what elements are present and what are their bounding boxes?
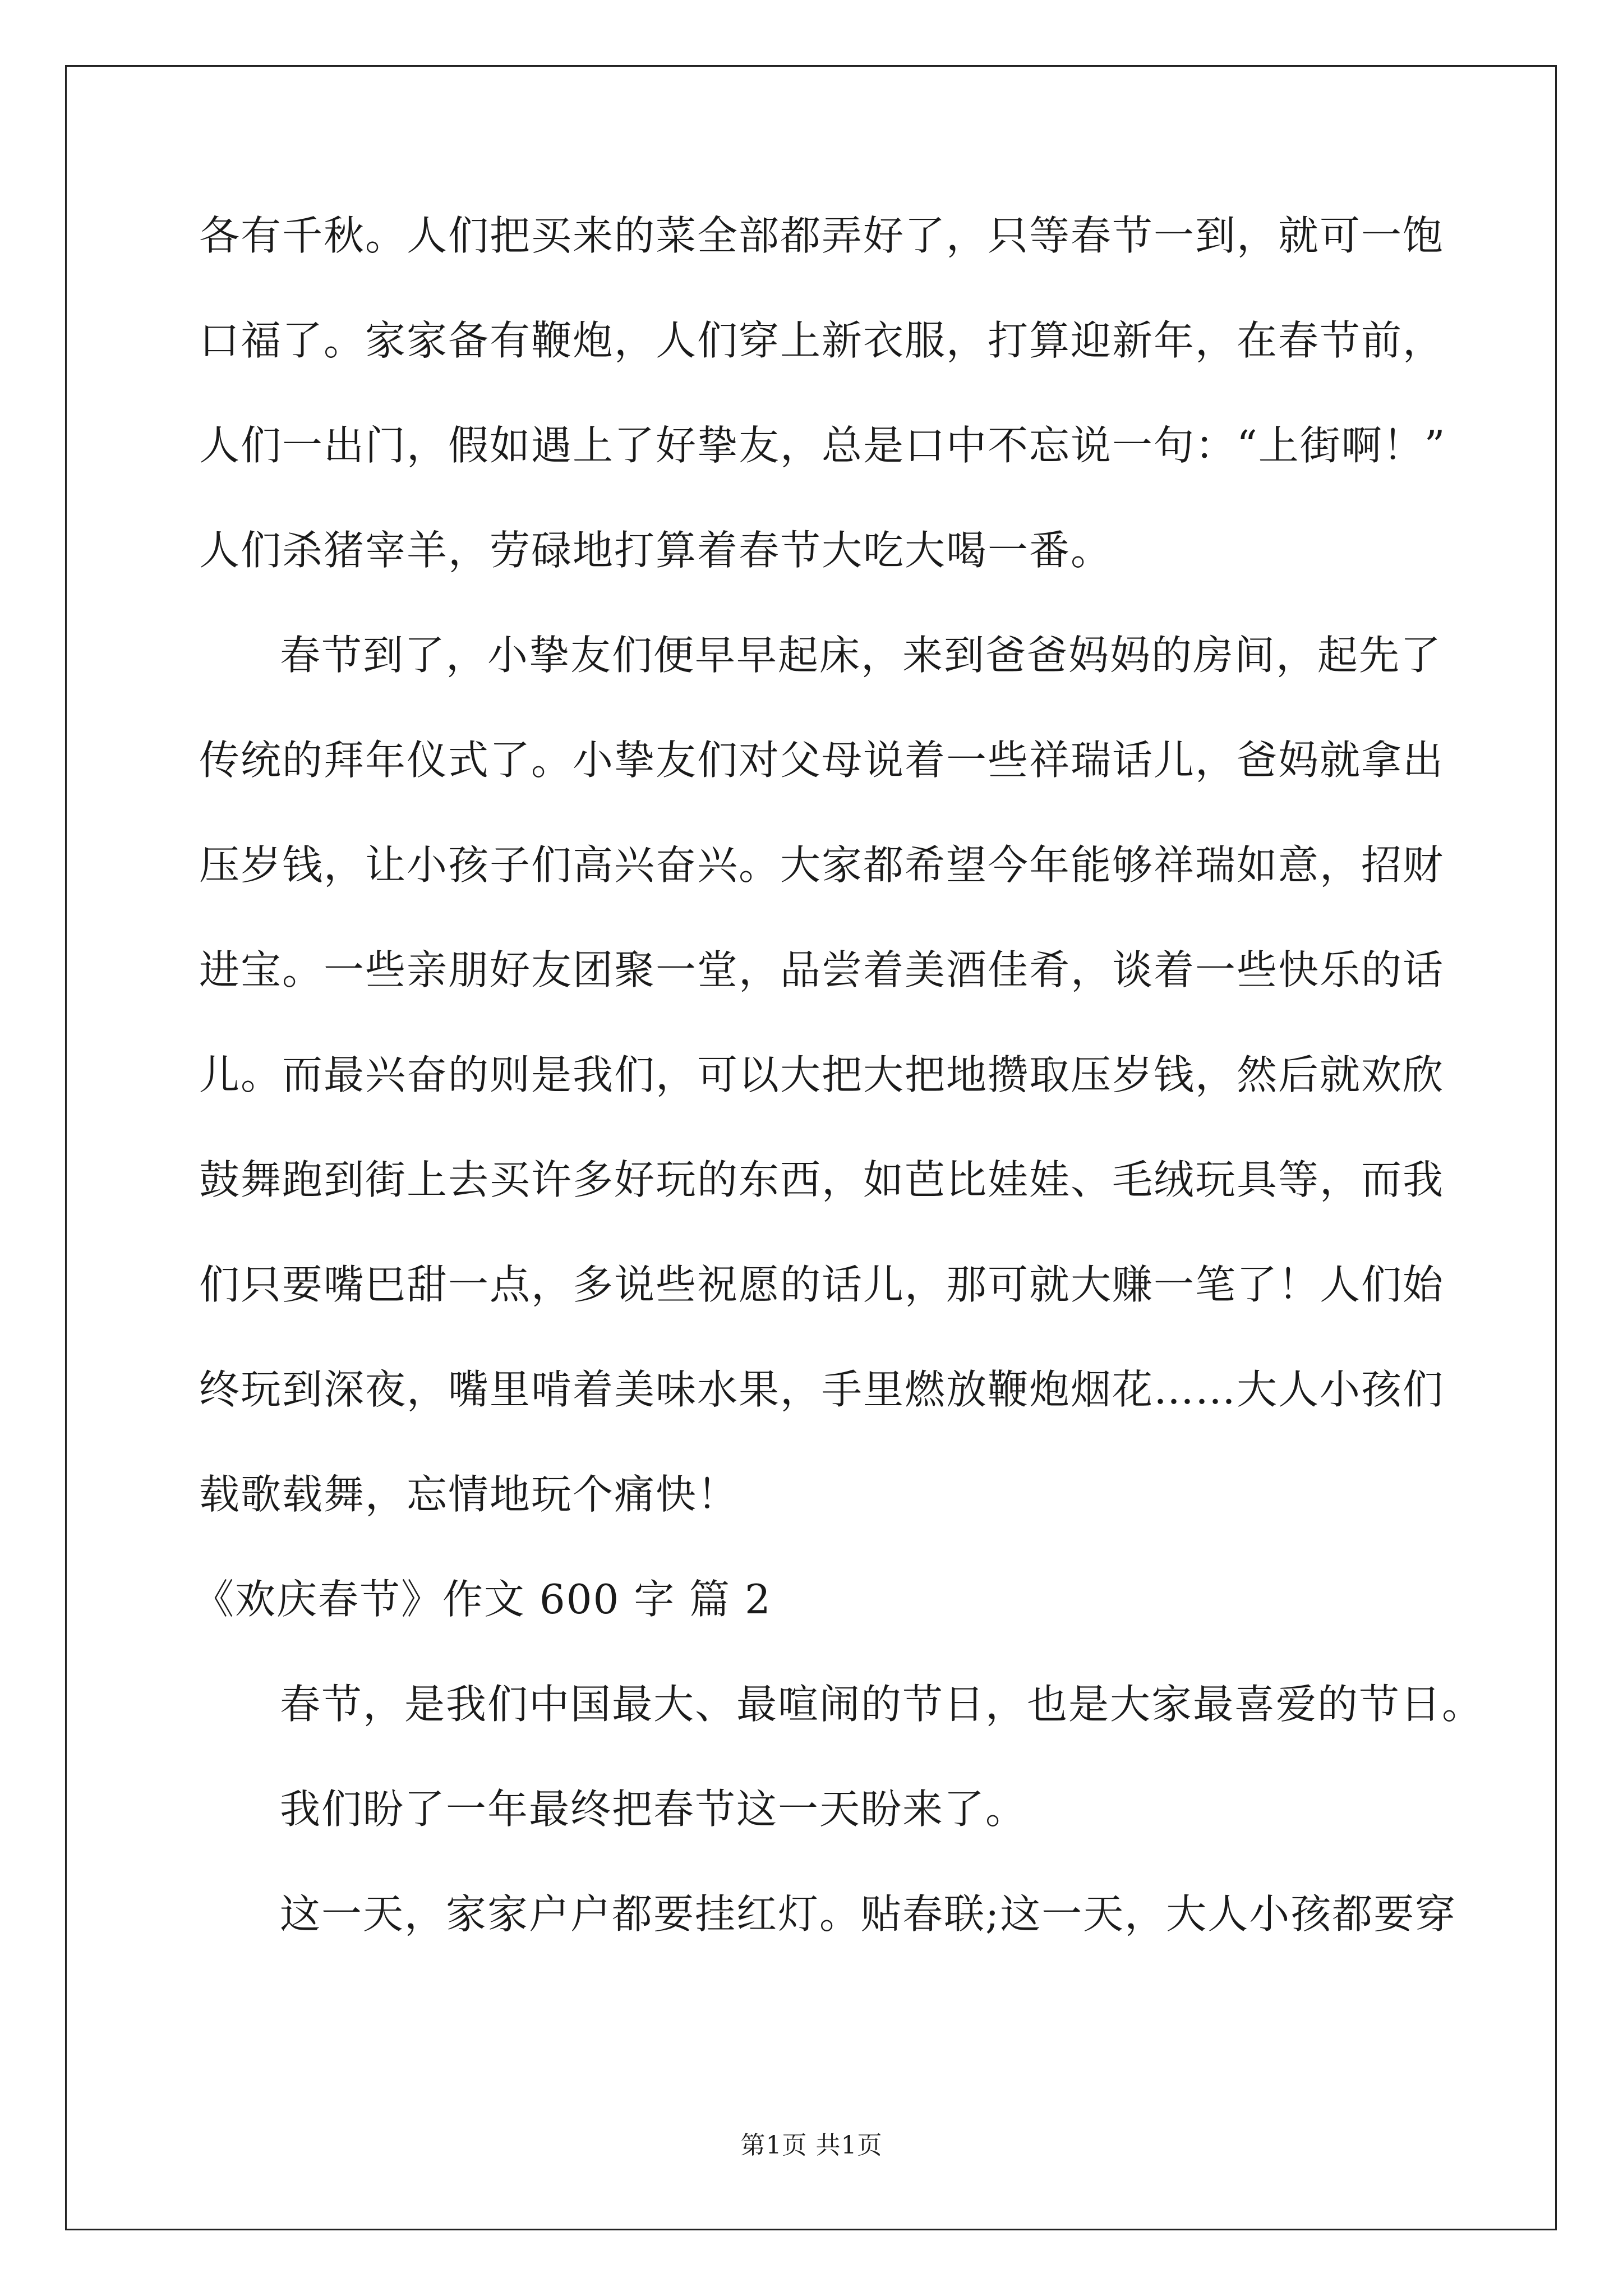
text-line: 人们一出门，假如遇上了好挚友，总是口中不忘说一句：“上街啊！” [199,422,1446,469]
text-line: 们只要嘴巴甜一点，多说些祝愿的话儿，那可就大赚一笔了！人们始 [199,1261,1445,1308]
text-line: 各有千秋。人们把买来的菜全部都弄好了，只等春节一到，就可一饱 [199,212,1445,259]
paragraph-start-line: 春节到了，小挚友们便早早起床，来到爸爸妈妈的房间，起先了 [280,632,1442,679]
text-line: 压岁钱，让小孩子们高兴奋兴。大家都希望今年能够祥瑞如意，招财 [199,841,1445,889]
paragraph-start-line: 我们盼了一年最终把春节这一天盼来了。 [280,1786,1027,1833]
text-line: 鼓舞跑到街上去买许多好玩的东西，如芭比娃娃、毛绒玩具等，而我 [199,1156,1445,1203]
text-line: 载歌载舞，忘情地玩个痛快！ [199,1471,739,1518]
paragraph-start-line: 这一天，家家户户都要挂红灯。贴春联;这一天，大人小孩都要穿 [280,1890,1457,1938]
text-line: 进宝。一些亲朋好友团聚一堂，品尝着美酒佳肴，谈着一些快乐的话 [199,946,1445,993]
section-heading: 《欢庆春节》作文 600 字 篇 2 [193,1576,772,1623]
text-line: 传统的拜年仪式了。小挚友们对父母说着一些祥瑞话儿，爸妈就拿出 [199,737,1445,784]
page-number: 第1页 共1页 [740,2131,883,2160]
text-line: 口福了。家家备有鞭炮，人们穿上新衣服，打算迎新年，在春节前， [199,317,1445,364]
text-line: 终玩到深夜，嘴里啃着美味水果，手里燃放鞭炮烟花……大人小孩们 [199,1366,1445,1413]
text-line: 人们杀猪宰羊，劳碌地打算着春节大吃大喝一番。 [199,527,1113,574]
text-line: 儿。而最兴奋的则是我们，可以大把大把地攒取压岁钱，然后就欢欣 [199,1051,1445,1098]
paragraph-start-line: 春节，是我们中国最大、最喧闹的节日，也是大家最喜爱的节日。 [280,1681,1484,1728]
